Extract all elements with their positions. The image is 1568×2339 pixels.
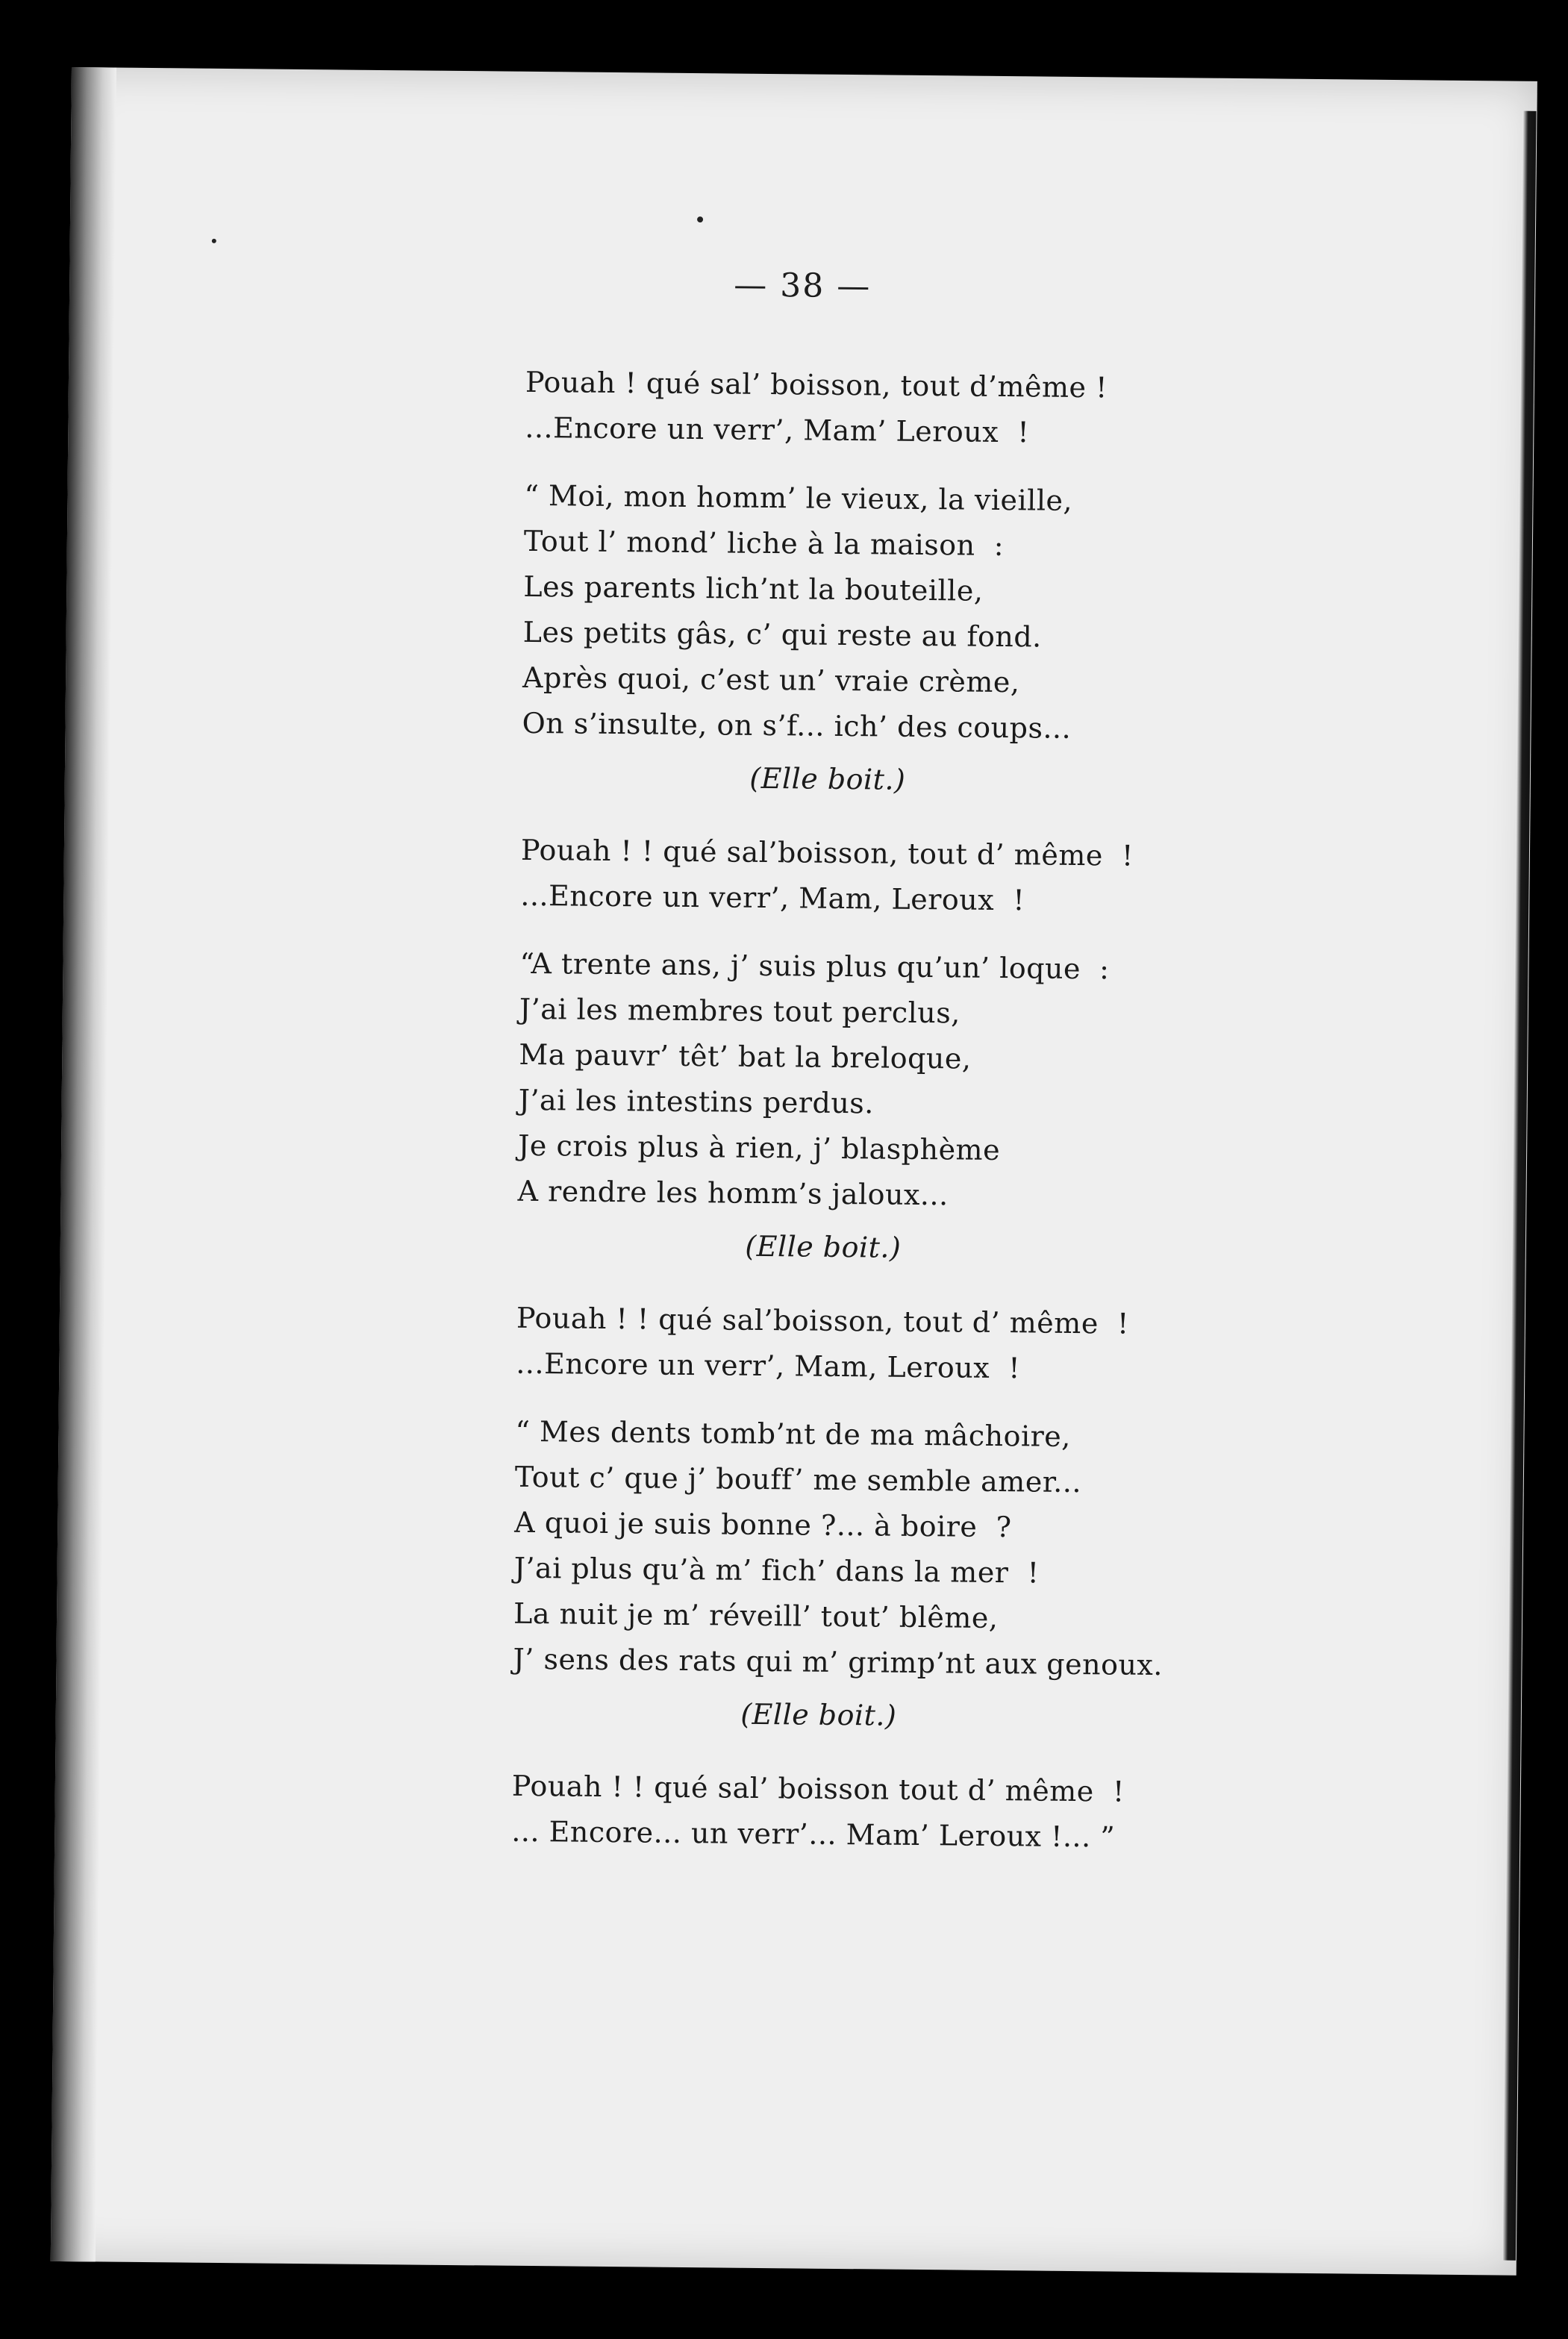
poem-line: On s’insulte, on s’f... ich’ des coups... [522,706,1072,745]
poem-line: A quoi je suis bonne ?... à boire ? [514,1505,1012,1544]
poem-line: J’ sens des rats qui m’ grimp’nt aux genoux. [513,1642,1163,1682]
book-page [51,67,1537,2276]
poem-line: J’ai les intestins perdus. [518,1083,875,1120]
poem-line: Tout l’ mond’ liche à la maison : [523,524,1005,563]
poem-line: Je crois plus à rien, j’ blasphème [517,1128,1001,1167]
poem-line: Tout c’ que j’ bouff’ me semble amer... [514,1460,1082,1499]
poem-line: Pouah ! ! qué sal’ boisson tout d’ même ! [511,1769,1125,1808]
poem-line: ...Encore un verr’, Mam, Leroux ! [520,878,1025,917]
poem-line: ...Encore un verr’, Mam, Leroux ! [516,1346,1021,1385]
stage-direction: (Elle boit.) [745,1229,902,1264]
poem-line: Après quoi, c’est un’ vraie crème, [522,661,1020,699]
page-gutter [51,67,116,2261]
ink-speck [697,216,703,222]
poem-line: “A trente ans, j’ suis plus qu’un’ loque : [519,946,1110,986]
poem-line: J’ai les membres tout perclus, [519,992,961,1030]
poem-line: “ Mes dents tomb’nt de ma mâchoire, [515,1414,1072,1453]
stage-direction: (Elle boit.) [749,761,906,796]
poem-line: J’ai plus qu’à m’ fich’ dans la mer ! [513,1551,1040,1590]
poem-line: ...Encore un verr’, Mam’ Leroux ! [525,410,1030,449]
poem-line: Pouah ! ! qué sal’boisson, tout d’ même ! [516,1301,1129,1340]
poem-line: Les petits gâs, c’ qui reste au fond. [522,615,1042,654]
page-number: — 38 — [734,266,872,306]
page-edge [1502,111,1537,2261]
poem-line: Pouah ! ! qué sal’boisson, tout d’ même ! [520,833,1134,872]
poem-line: Les parents lich’nt la bouteille, [523,569,984,608]
poem-line: Ma pauvr’ têt’ bat la breloque, [519,1037,972,1075]
poem-line: A rendre les homm’s jaloux... [517,1174,949,1212]
ink-speck [212,239,216,243]
poem-line: ... Encore... un verr’... Mam’ Leroux !... ” [511,1814,1116,1854]
poem-line: La nuit je m’ réveill’ tout’ blême, [513,1596,999,1635]
poem-line: “ Moi, mon homm’ le vieux, la vieille, [524,478,1073,517]
poem-line: Pouah ! qué sal’ boisson, tout d’même ! [525,365,1108,405]
poem-body [511,360,1272,1862]
stage-direction: (Elle boit.) [740,1697,897,1732]
